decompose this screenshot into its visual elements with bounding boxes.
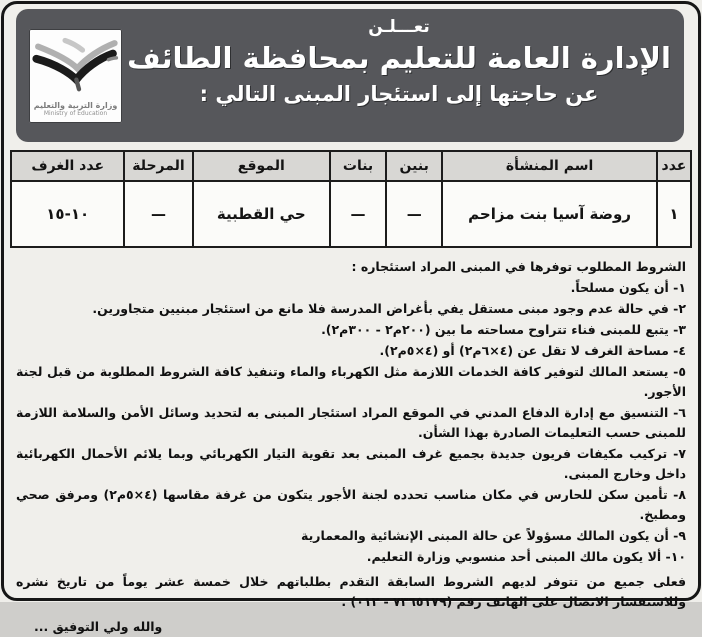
condition-item-2: ٢- في حالة عدم وجود مبنى مستقل يفي بأغراض المدرسة فلا مانع من استئجار مبنيين متجاورين. <box>92 301 686 316</box>
conditions-heading: الشروط المطلوب توفرها في المبنى المراد استئجاره : <box>351 259 686 274</box>
cell-girls: — <box>330 181 386 247</box>
table-row <box>11 181 691 247</box>
header-boys: بنين <box>386 151 442 181</box>
condition-item-6: ٦- التنسيق مع إدارة الدفاع المدني في الموقع المراد استئجار المبنى به لتحديد وسائل الأمن والسلامة اللازمة للمبنى حسب التعليمات الصادرة بهذا الشأن. <box>16 405 686 440</box>
header-girls: بنات <box>330 151 386 181</box>
condition-item-9: ٩- أن يكون المالك مسؤولاً عن حالة المبنى الإنشائية والمعمارية <box>301 528 686 543</box>
ministry-logo <box>29 29 122 123</box>
cell-count: ١ <box>657 181 691 247</box>
table-header-row <box>11 151 691 181</box>
header-location: الموقع <box>193 151 330 181</box>
cell-rooms: ١٠-١٥ <box>11 181 124 247</box>
condition-item-8: ٨- تأمين سكن للحارس في مكان مناسب تحدده لجنة الأجور يتكون من غرفة مقاسها (٤×٥م٢) ومرفق صحي ومطبخ. <box>16 487 686 522</box>
cell-location: حي القطبية <box>193 181 330 247</box>
condition-item-4: ٤- مساحة الغرف لا تقل عن (٤×٦م٢) أو (٤×٥م٢). <box>379 343 686 358</box>
application-instructions: فعلى جميع من تتوفر لديهم الشروط السابقة التقدم بطلباتهم خلال خمسة عشر يوماً من تاريخ نشره وللاستفسار الاتصال على الهاتف رقم (٧٣٦٥١٧٩ - ٠١٢) . <box>16 574 686 609</box>
condition-item-10: ١٠- ألا يكون مالك المبنى أحد منسوبي وزارة التعليم. <box>366 549 686 564</box>
header-stage: المرحلة <box>124 151 192 181</box>
ministry-name-english: Ministry of Education <box>43 110 108 117</box>
cell-boys: — <box>386 181 442 247</box>
ad-header <box>16 9 684 142</box>
page-title: الإدارة العامة للتعليم بمحافظة الطائف <box>127 41 671 75</box>
conditions-section <box>16 257 686 637</box>
buildings-table <box>10 150 692 248</box>
condition-item-7: ٧- تركيب مكيفات فريون جديدة بجميع غرف المبنى بعد تقوية التيار الكهربائي وبما يلائم الأحمال الكهربائية داخل وخارج المبنى. <box>16 446 686 481</box>
announce-word: تعـــلـن <box>368 17 430 37</box>
header-count: عدد <box>657 151 691 181</box>
condition-item-1: ١- أن يكون مسلحاً. <box>570 280 686 295</box>
ministry-name-arabic: وزارة التربية والتعليم <box>33 101 118 110</box>
header-facility-name: اسم المنشأة <box>442 151 657 181</box>
header-text <box>122 9 676 142</box>
closing-text: والله ولي التوفيق ... <box>34 619 163 634</box>
cell-stage: — <box>124 181 192 247</box>
header-rooms: عدد الغرف <box>11 151 124 181</box>
cell-facility-name: روضة آسيا بنت مزاحم <box>442 181 657 247</box>
condition-item-3: ٣- يتبع للمبنى فناء تتراوح مساحته ما بين (٢٠٠م٢ - ٣٠٠م٢). <box>321 322 686 337</box>
page-subtitle: عن حاجتها إلى استئجار المبنى التالي : <box>199 82 599 106</box>
condition-item-5: ٥- يستعد المالك لتوفير كافة الخدمات اللازمة مثل الكهرباء والماء وتنفيذ كافة الشروط المطلوبة من قبل لجنة الأجور. <box>16 364 686 399</box>
